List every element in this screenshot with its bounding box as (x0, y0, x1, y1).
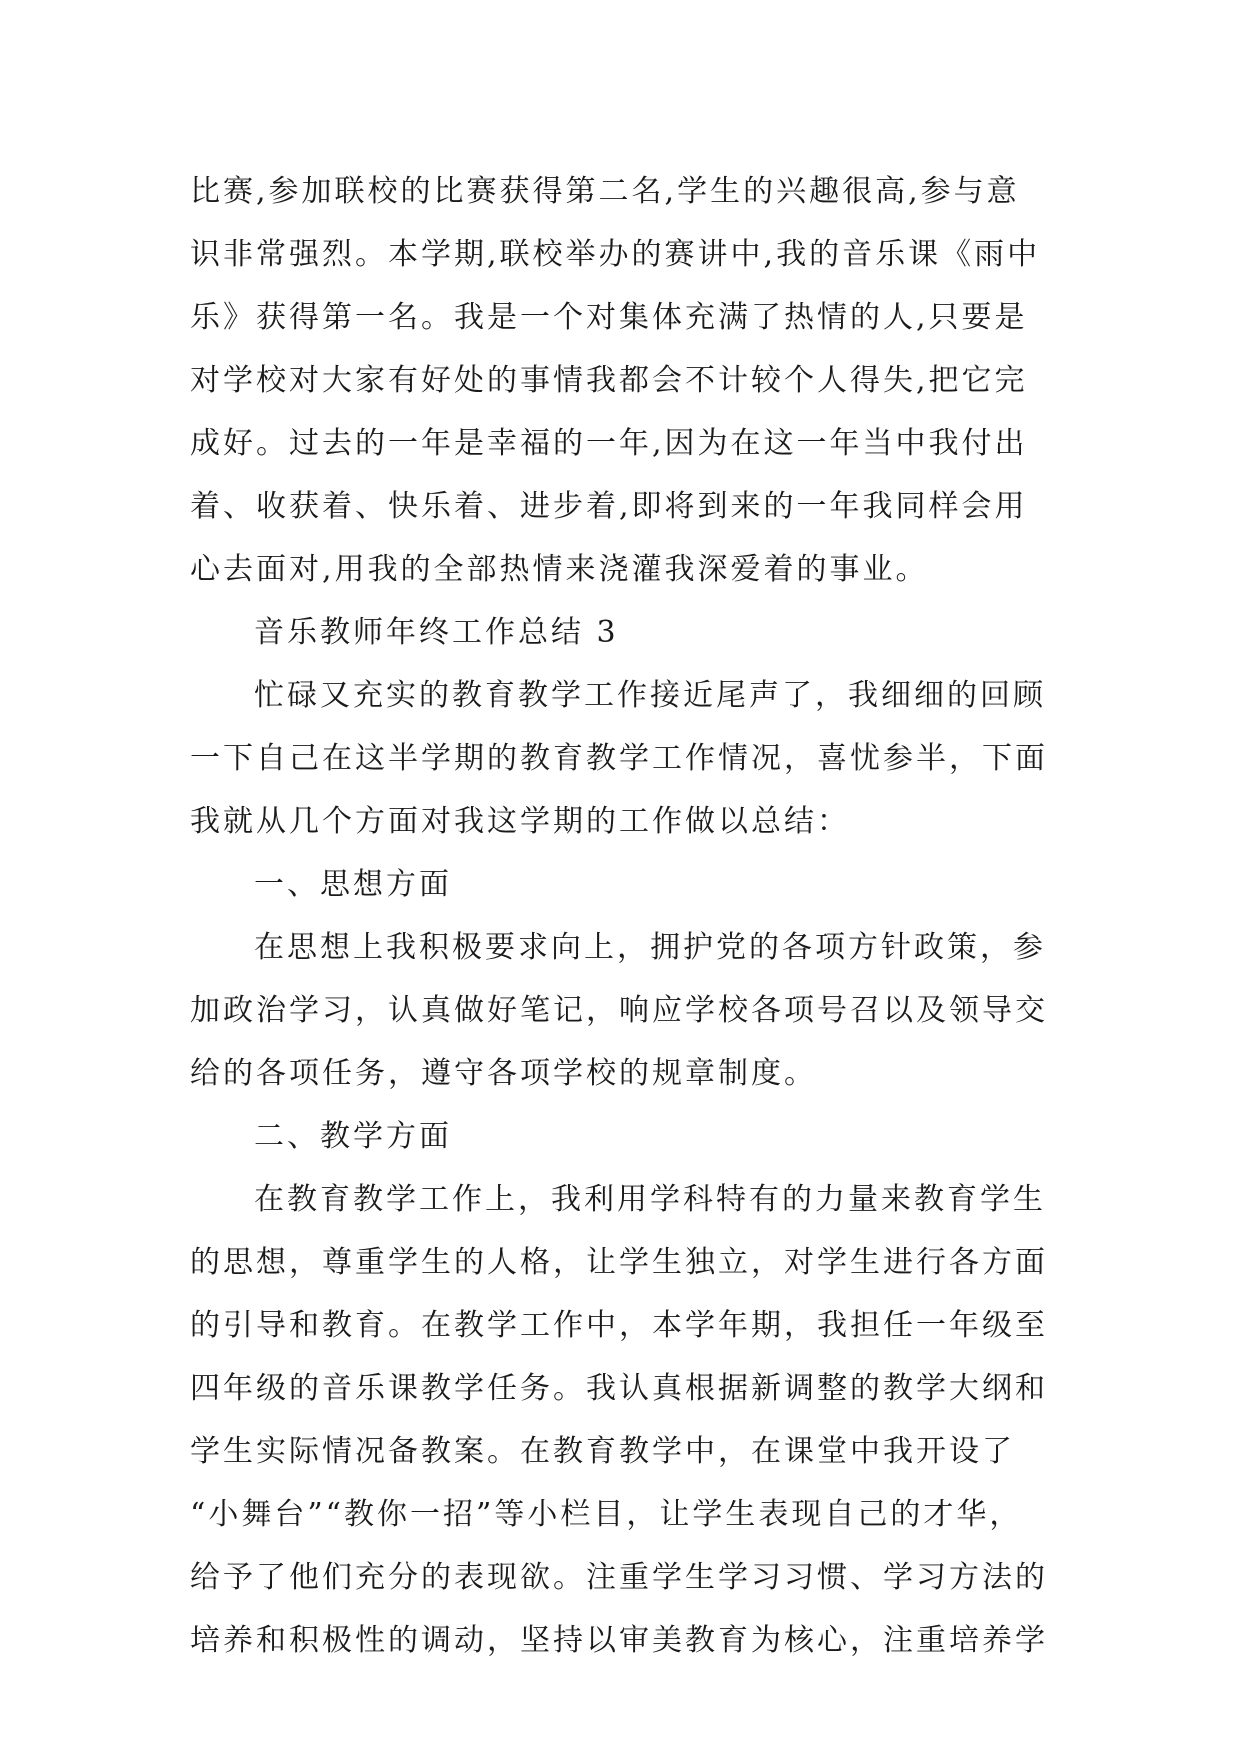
paragraph-first-line: 忙碌又充实的教育教学工作接近尾声了，我细细的回顾 (254, 678, 1046, 713)
text-line: 培养和积极性的调动，坚持以审美教育为核心，注重培养学 (190, 1623, 1048, 1658)
paragraph-first-line: 在教育教学工作上，我利用学科特有的力量来教育学生 (254, 1182, 1046, 1217)
section-heading: 音乐教师年终工作总结 3 (254, 615, 619, 650)
text-line: 一下自己在这半学期的教育教学工作情况，喜忧参半，下面 (190, 741, 1048, 776)
text-line: 学生实际情况备教案。在教育教学中，在课堂中我开设了 (190, 1434, 1015, 1469)
text-line: “小舞台”“教你一招”等小栏目，让学生表现自己的才华， (190, 1497, 1023, 1532)
text-line: 的思想，尊重学生的人格，让学生独立，对学生进行各方面 (190, 1245, 1048, 1280)
text-line: 乐》获得第一名。我是一个对集体充满了热情的人,只要是 (190, 300, 1028, 335)
text-line: 着、收获着、快乐着、进步着,即将到来的一年我同样会用 (190, 489, 1028, 524)
text-line: 我就从几个方面对我这学期的工作做以总结： (190, 804, 850, 839)
text-line: 加政治学习，认真做好笔记，响应学校各项号召以及领导交 (190, 993, 1048, 1028)
text-line: 心去面对,用我的全部热情来浇灌我深爱着的事业。 (190, 552, 929, 587)
text-line: 识非常强烈。本学期,联校举办的赛讲中,我的音乐课《雨中 (190, 237, 1041, 272)
text-line: 对学校对大家有好处的事情我都会不计较个人得失,把它完 (190, 363, 1028, 398)
text-line: 给予了他们充分的表现欲。注重学生学习习惯、学习方法的 (190, 1560, 1048, 1595)
subsection-heading: 二、教学方面 (254, 1119, 452, 1154)
text-line: 给的各项任务，遵守各项学校的规章制度。 (190, 1056, 817, 1091)
subsection-heading: 一、思想方面 (254, 867, 452, 902)
text-line: 成好。过去的一年是幸福的一年,因为在这一年当中我付出 (190, 426, 1028, 461)
text-line: 的引导和教育。在教学工作中，本学年期，我担任一年级至 (190, 1308, 1048, 1343)
document-body (190, 160, 1052, 1672)
text-line: 四年级的音乐课教学任务。我认真根据新调整的教学大纲和 (190, 1371, 1048, 1406)
text-line: 比赛,参加联校的比赛获得第二名,学生的兴趣很高,参与意 (190, 174, 1020, 209)
paragraph-first-line: 在思想上我积极要求向上，拥护党的各项方针政策，参 (254, 930, 1046, 965)
